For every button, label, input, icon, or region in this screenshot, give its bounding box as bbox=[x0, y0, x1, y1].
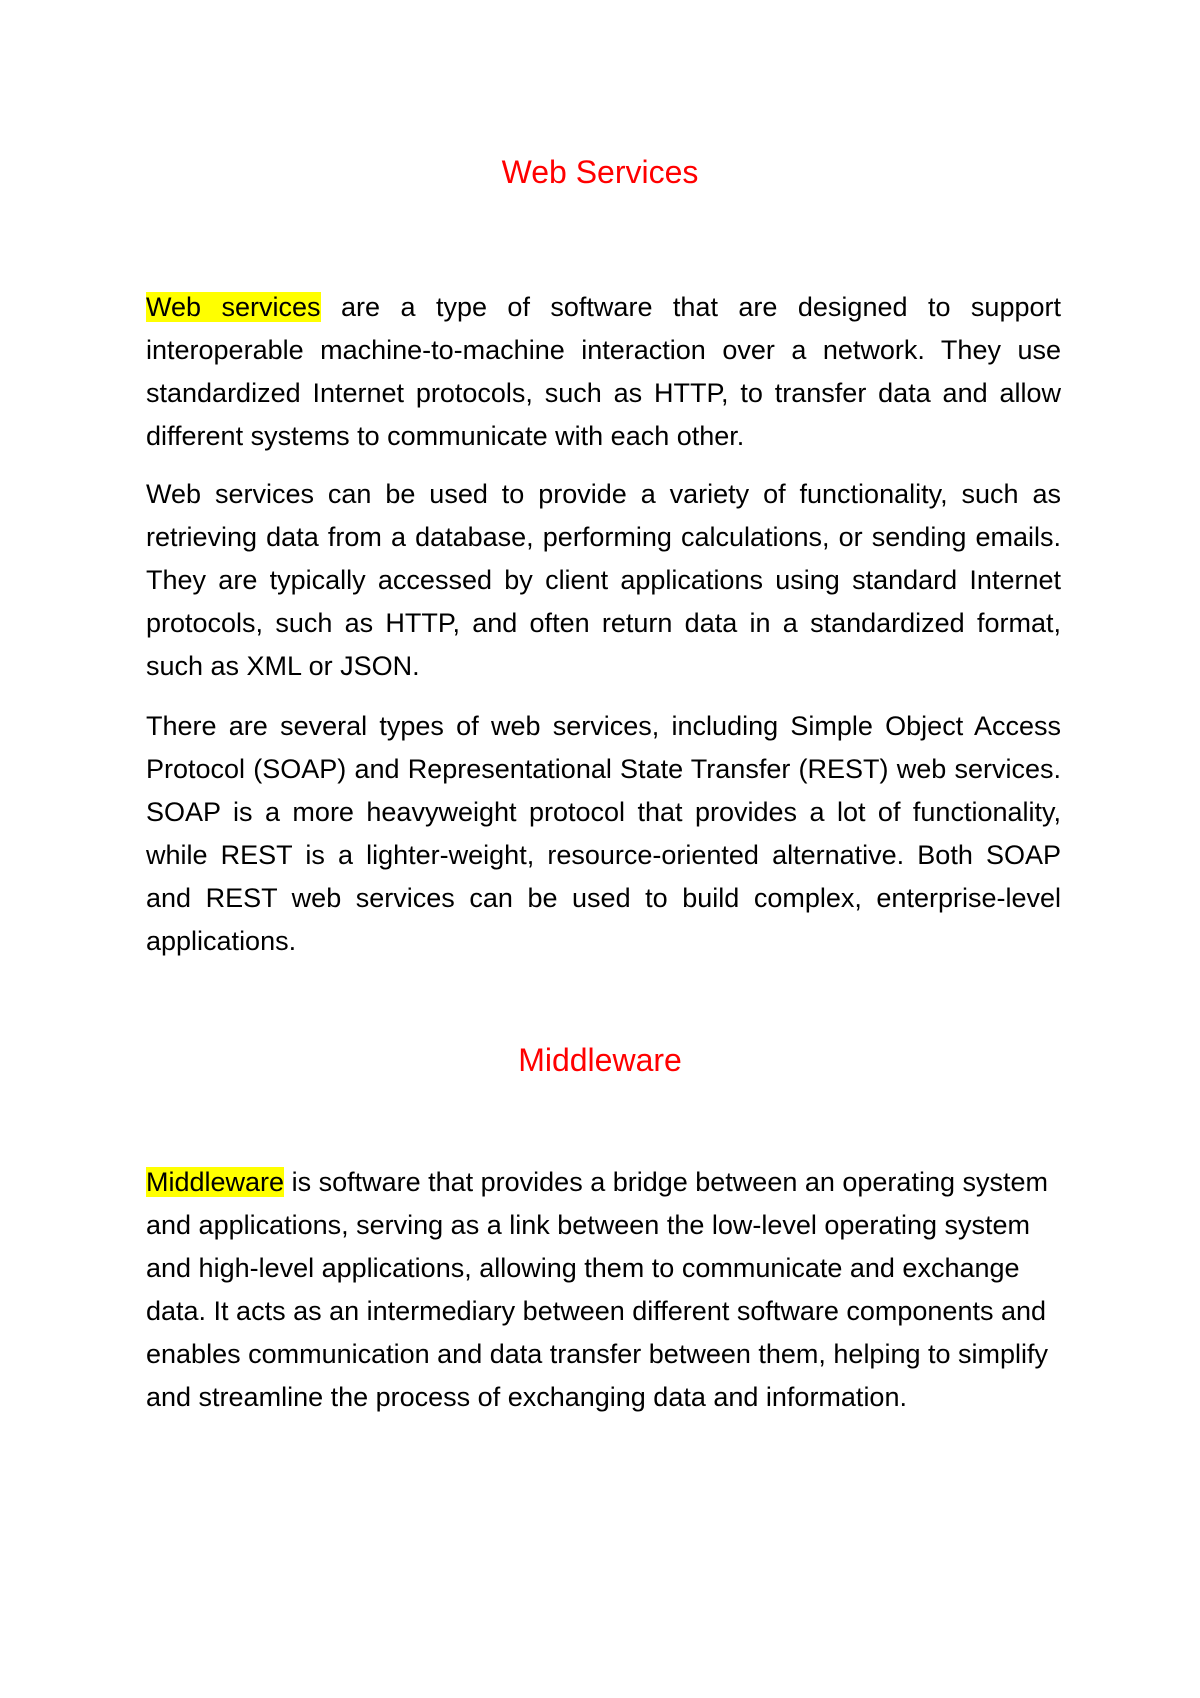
paragraph-middleware-definition bbox=[146, 1161, 1061, 1419]
section-heading-web-services: Web Services bbox=[501, 154, 699, 190]
paragraph-web-services-definition bbox=[146, 286, 1061, 458]
paragraph-text: Web services can be used to provide a variety of functionality, such as retrieving data from a database, performing calculations, or sending emails. They are typically accessed by client applications using standard Internet protocols, such as HTTP, and often return data in a standardized format, such as XML or JSON. bbox=[146, 479, 1061, 681]
highlighted-term: Web services bbox=[146, 292, 321, 322]
highlighted-term: Middleware bbox=[146, 1167, 285, 1197]
paragraph-text: is software that provides a bridge between an operating system and applications, serving as a link between the low-level operating system and high-level applications, allowing them to communicate and exchange data. It acts as an intermediary between different software components and enables communication and data transfer between them, helping to simplify and streamline the process of exchanging data and information. bbox=[146, 1167, 1049, 1412]
paragraph-web-services-types bbox=[146, 705, 1061, 963]
paragraph-web-services-functionality bbox=[146, 473, 1061, 688]
paragraph-text: There are several types of web services, including Simple Object Access Protocol (SOAP) and Representational State Transfer (REST) web services. SOAP is a more heavyweight protocol that provides a lot of functionality, while REST is a lighter-weight, resource-oriented alternative. Both SOAP and REST web services can be used to build complex, enterprise-level applications. bbox=[146, 711, 1061, 956]
paragraph-text: are a type of software that are designed to support interoperable machine-to-machine interaction over a network. They use standardized Internet protocols, such as HTTP, to transfer data and allow different systems to communicate with each other. bbox=[146, 292, 1061, 451]
section-heading-middleware: Middleware bbox=[518, 1042, 682, 1078]
